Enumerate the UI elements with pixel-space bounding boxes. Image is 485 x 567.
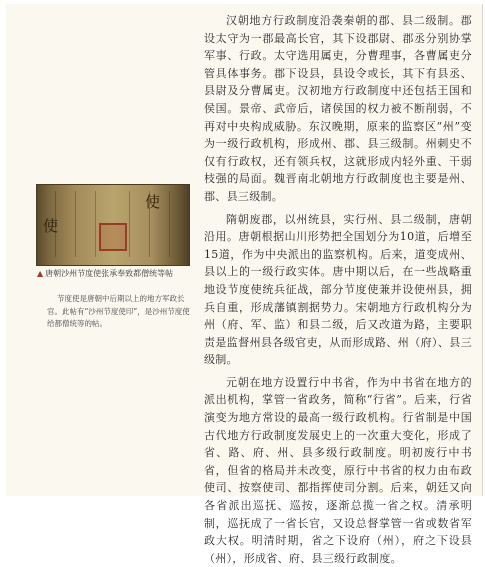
figure-caption [37, 268, 197, 280]
caption-title: 唐朝沙州节度使张承奉致都僧统等帖 [45, 269, 174, 278]
paragraph-han: 汉朝地方行政制度沿袭秦朝的郡、县二级制。郡设太守为一郡最高长官，其下设郡尉、郡丞分别协掌军事、行政。太守选用属吏，分曹理事，各曹属吏分管具体事务。郡下设县，县设令或长，其下有县丞、县尉及分曹属吏。汉初地方行政制度中还包括王国和侯国。景帝、武帝后，诸侯国的权力被不断削弱，不再对中央构成威胁。东汉晚期，原来的监察区“州”变为一级行政机构，形成州、郡、县三级制。州刺史不仅有行政权，还有领兵权，这就形成内轻外重、干弱枝强的局面。魏晋南北朝地方行政制度也主要是州、郡、县三级制。 [204, 14, 472, 203]
page [6, 4, 483, 565]
triangle-marker-icon: ▲ [37, 269, 44, 278]
document-glyph-right: 使 [145, 193, 161, 211]
caption-note: 节度使是唐朝中后期以上的地方军政长官。此帖有“沙州节度使印”，是沙州节度使给都僧统等的帖。 [47, 294, 190, 328]
seal-stamp [99, 223, 127, 251]
paragraph-yuan-ming-qing: 元朝在地方设置行中书省，作为中书省在地方的派出机构，掌管一省政务，简称“行省”。后来，行省演变为地方常设的最高一级行政机构。行省制是中国古代地方行政制度发展史上的一次重大变化，形成了省、路、府、州、县多级行政制度。明初废行中书省，但省的格局并未改变，原行中书省的权力由布政使司、按察使司、都指挥使司分割。后来，朝廷又向各省派出巡抚、巡按，逐渐总揽一省之权。清承明制，巡抚成了一省长官，又设总督掌管一省或数省军政大权。明清时期，省之下设府（州），府之下设县（州），形成省、府、县三级行政制度。 [204, 375, 472, 565]
historical-document-image [36, 184, 190, 266]
document-glyph-left: 使 [43, 217, 59, 235]
main-text [204, 12, 472, 567]
paragraph-sui-tang-song: 隋朝废郡，以州统县，实行州、县二级制，唐朝沿用。唐朝根据山川形势把全国划分为10道，后增至15道，作为中央派出的监察机构。后来，道变成州、县以上的一级行政实体。唐中期以后，在一些战略重地设节度使统兵征战，部分节度使兼并设使州县，拥兵自重，形成藩镇割据势力。宋朝地方行政机构分为州（府、军、监）和县二级，后又改道为路，主要职责是监督州县各级官吏，从而形成路、州（府）、县三级制。 [204, 212, 472, 367]
